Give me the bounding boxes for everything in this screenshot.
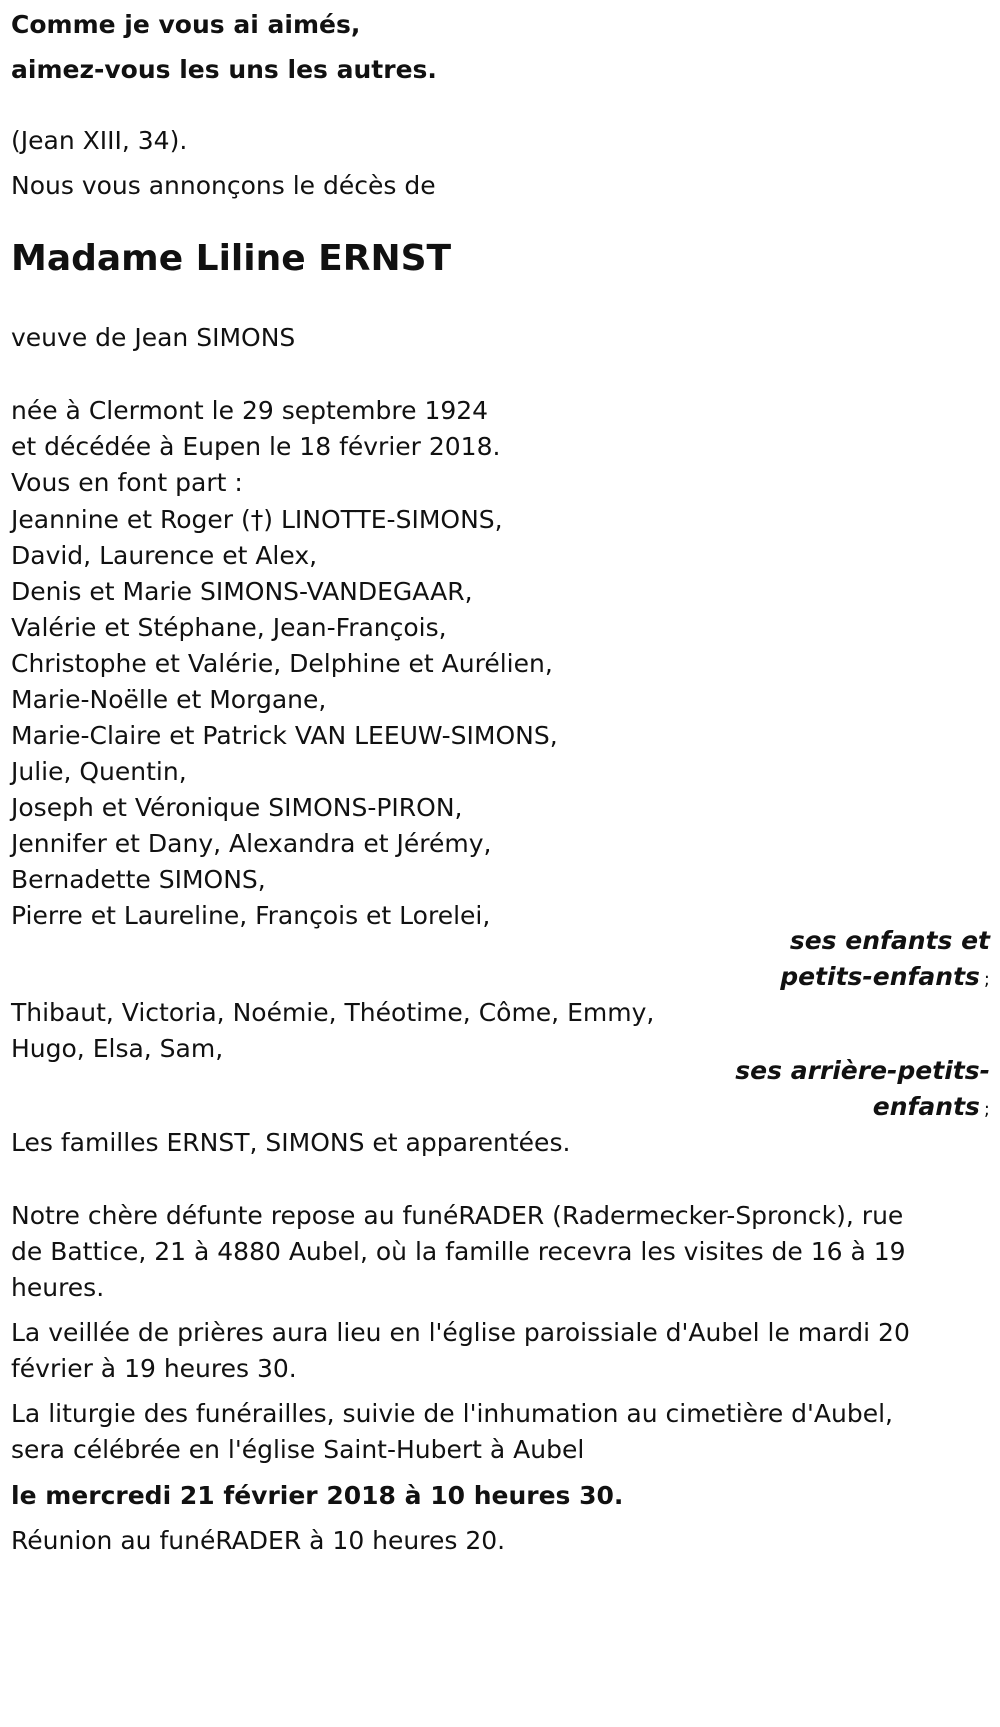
children-label-punct: ;: [983, 969, 990, 990]
repose-line: heures.: [11, 1273, 105, 1302]
great-grandchildren-label-punct: ;: [983, 1099, 990, 1120]
great-grandchildren-line: Thibaut, Victoria, Noémie, Théotime, Côme, Emmy,: [11, 998, 655, 1027]
family-line: Marie-Noëlle et Morgane,: [11, 685, 327, 714]
family-intro: Vous en font part :: [11, 468, 243, 497]
great-grandchildren-label-line-2: [873, 1092, 990, 1125]
family-line: Bernadette SIMONS,: [11, 865, 266, 894]
epigraph-line-2: aimez-vous les uns les autres.: [11, 55, 437, 84]
children-label-line-1: ses enfants et: [789, 926, 990, 955]
birth-line: née à Clermont le 29 septembre 1924: [11, 396, 489, 425]
epigraph-line-1: Comme je vous ai aimés,: [11, 10, 361, 39]
repose-line: Notre chère défunte repose au funéRADER (Radermecker-Spronck), rue: [11, 1201, 904, 1230]
death-line: et décédée à Eupen le 18 février 2018.: [11, 432, 501, 461]
family-line: David, Laurence et Alex,: [11, 541, 318, 570]
children-label-line-2: [780, 962, 990, 995]
family-line: Marie-Claire et Patrick VAN LEEUW-SIMONS,: [11, 721, 558, 750]
liturgy-line: sera célébrée en l'église Saint-Hubert à Aubel: [11, 1435, 585, 1464]
liturgy-line: La liturgie des funérailles, suivie de l'inhumation au cimetière d'Aubel,: [11, 1399, 893, 1428]
family-line: Jennifer et Dany, Alexandra et Jérémy,: [11, 829, 492, 858]
family-line: Jeannine et Roger (†) LINOTTE-SIMONS,: [11, 505, 503, 534]
announcement: Nous vous annonçons le décès de: [11, 171, 436, 200]
families-line: Les familles ERNST, SIMONS et apparentées.: [11, 1128, 571, 1157]
family-line: Christophe et Valérie, Delphine et Aurélien,: [11, 649, 553, 678]
family-line: Joseph et Véronique SIMONS-PIRON,: [11, 793, 463, 822]
deceased-name: Madame Liline ERNST: [11, 238, 452, 279]
family-line: Valérie et Stéphane, Jean-François,: [11, 613, 447, 642]
funeral-date: le mercredi 21 février 2018 à 10 heures 30.: [11, 1481, 624, 1510]
family-line: Pierre et Laureline, François et Lorelei,: [11, 901, 491, 930]
widow-of: veuve de Jean SIMONS: [11, 323, 296, 352]
great-grandchildren-line: Hugo, Elsa, Sam,: [11, 1034, 224, 1063]
family-line: Denis et Marie SIMONS-VANDEGAAR,: [11, 577, 473, 606]
repose-line: de Battice, 21 à 4880 Aubel, où la famille recevra les visites de 16 à 19: [11, 1237, 906, 1266]
great-grandchildren-label-line-1: ses arrière-petits-: [735, 1056, 990, 1085]
vigil-line: février à 19 heures 30.: [11, 1354, 297, 1383]
vigil-line: La veillée de prières aura lieu en l'église paroissiale d'Aubel le mardi 20: [11, 1318, 910, 1347]
great-grandchildren-label-text: enfants: [872, 1092, 980, 1121]
family-line: Julie, Quentin,: [11, 757, 187, 786]
citation: (Jean XIII, 34).: [11, 126, 188, 155]
meeting-line: Réunion au funéRADER à 10 heures 20.: [11, 1526, 506, 1555]
children-label-text: petits-enfants: [780, 962, 980, 991]
